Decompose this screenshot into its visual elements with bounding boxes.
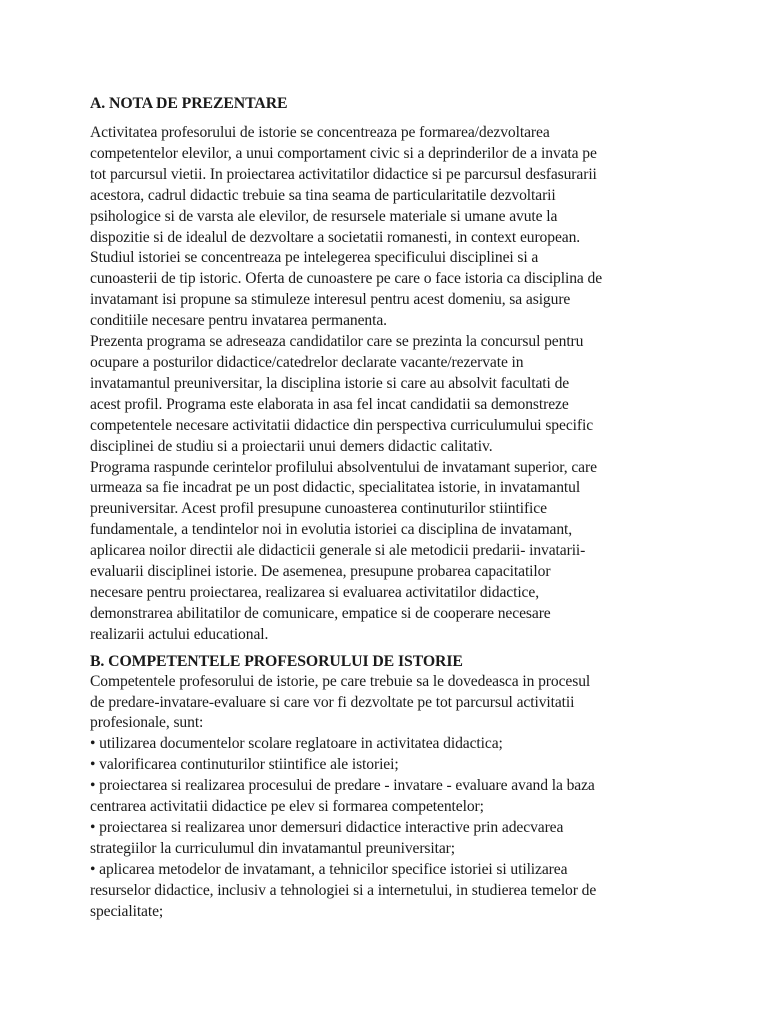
list-item <box>90 734 690 755</box>
list-item <box>90 860 690 923</box>
section-b-intro <box>90 672 690 735</box>
text-line: cunoasterii de tip istoric. Oferta de cunoastere pe care o face istoria ca disciplina de <box>90 270 603 288</box>
text-line: competentele necesare activitatii didactice din perspectiva curriculumului specific <box>90 416 594 434</box>
text-line: invatamantul preuniversitar, la disciplina istorie si care au absolvit facultati de <box>90 374 570 392</box>
text-line: invatamant isi propune sa stimuleze interesul pentru acest domeniu, sa asigure <box>90 291 571 309</box>
text-line: ocupare a posturilor didactice/catedrelor declarate vacante/rezervate in <box>90 353 524 371</box>
text-line: dispozitie si de idealul de dezvoltare a societatii romanesti, in context european. <box>90 228 581 246</box>
text-line: acestora, cadrul didactic trebuie sa tina seama de particularitatile dezvoltarii <box>90 186 556 204</box>
text-line: realizarii actului educational. <box>90 625 269 643</box>
text-line: • aplicarea metodelor de invatamant, a tehnicilor specifice istoriei si utilizarea <box>90 860 568 878</box>
text-line: competentelor elevilor, a unui comportament civic si a deprinderilor de a invata pe <box>90 144 597 162</box>
list-item <box>90 776 690 818</box>
document-content <box>90 94 690 923</box>
text-line: • proiectarea si realizarea unor demersuri didactice interactive prin adecvarea <box>90 819 564 836</box>
text-line: specialitate; <box>90 902 164 920</box>
text-line: necesare pentru proiectarea, realizarea si evaluarea activitatilor didactice, <box>90 583 539 601</box>
text-line: aplicarea noilor directii ale didacticii generale si ale metodicii predarii- invatarii- <box>90 542 586 560</box>
text-line: Programa raspunde cerintelor profilului absolventului de invatamant superior, care <box>90 458 597 476</box>
section-b-title: B. COMPETENTELE PROFESORULUI DE ISTORIE <box>90 652 463 670</box>
text-line: strategiilor la curriculumul din invatamantul preuniversitar; <box>90 839 456 857</box>
text-line: de predare-invatare-evaluare si care vor fi dezvoltate pe tot parcursul activitatii <box>90 693 575 711</box>
text-line: tot parcursul vietii. In proiectarea activitatilor didactice si pe parcursul desfasurarii <box>90 165 597 183</box>
text-line: psihologice si de varsta ale elevilor, de resursele materiale si umane avute la <box>90 207 558 225</box>
section-a-paragraph-1 <box>90 123 690 332</box>
section-a-paragraph-3 <box>90 458 690 646</box>
text-line: fundamentale, a tendintelor noi in evolutia istoriei ca disciplina de invatamant, <box>90 521 573 539</box>
text-line: Prezenta programa se adreseaza candidatilor care se prezinta la concursul pentru <box>90 333 584 351</box>
section-a-paragraph-2 <box>90 332 690 457</box>
section-a-title: A. NOTA DE PREZENTARE <box>90 95 288 112</box>
list-item <box>90 818 690 860</box>
text-line: • proiectarea si realizarea procesului de predare - invatare - evaluare avand la baza <box>90 777 595 795</box>
text-line: centrarea activitatii didactice pe elev si formarea competentelor; <box>90 798 484 816</box>
text-line: preuniversitar. Acest profil presupune cunoasterea continuturilor stiintifice <box>90 500 547 518</box>
text-line: acest profil. Programa este elaborata in asa fel incat candidatii sa demonstreze <box>90 395 569 413</box>
text-line: conditiile necesare pentru invatarea permanenta. <box>90 312 387 330</box>
text-line: evaluarii disciplinei istorie. De asemenea, presupune probarea capacitatilor <box>90 563 551 581</box>
text-line: Studiul istoriei se concentreaza pe intelegerea specificului disciplinei si a <box>90 249 539 267</box>
text-line: resurselor didactice, inclusiv a tehnologiei si a internetului, in studierea temelor de <box>90 881 597 899</box>
competence-list <box>90 734 690 922</box>
text-line: profesionale, sunt: <box>90 714 204 732</box>
text-line: demonstrarea abilitatilor de comunicare, empatice si de cooperare necesare <box>90 604 551 622</box>
text-line: Competentele profesorului de istorie, pe care trebuie sa le dovedeasca in procesul <box>90 672 591 690</box>
text-line: • utilizarea documentelor scolare reglatoare in activitatea didactica; <box>90 735 503 753</box>
text-line: • valorificarea continuturilor stiintifice ale istoriei; <box>90 756 399 774</box>
text-line: disciplinei de studiu si a proiectarii unui demers didactic calitativ. <box>90 437 493 455</box>
text-line: urmeaza sa fie incadrat pe un post didactic, specialitatea istorie, in invatamantul <box>90 479 581 497</box>
list-item <box>90 755 690 776</box>
text-line: Activitatea profesorului de istorie se concentreaza pe formarea/dezvoltarea <box>90 124 550 141</box>
